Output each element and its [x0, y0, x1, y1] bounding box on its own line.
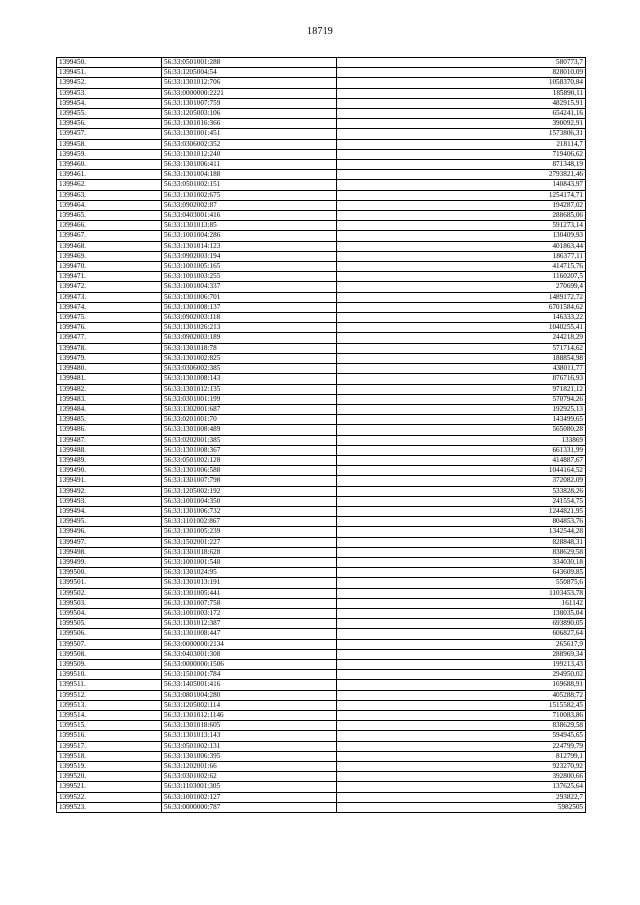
table-row: [57, 88, 586, 98]
row-number-cell: 1399496.: [57, 527, 162, 537]
cadastral-number-cell: 56:33:1001003:172: [162, 608, 337, 618]
row-number-cell: 1399518.: [57, 751, 162, 761]
row-number-cell: 1399495.: [57, 517, 162, 527]
table-row: [57, 588, 586, 598]
cadastral-number-cell: 56:33:1001004:350: [162, 496, 337, 506]
value-cell: 372082,09: [337, 476, 586, 486]
cadastral-number-cell: 56:33:1301013:191: [162, 578, 337, 588]
value-cell: 140843,97: [337, 180, 586, 190]
table-row: [57, 782, 586, 792]
cadastral-number-cell: 56:33:1301004:188: [162, 170, 337, 180]
value-cell: 137625,64: [337, 782, 586, 792]
value-cell: 812799,1: [337, 751, 586, 761]
table-row: [57, 302, 586, 312]
value-cell: 580773,7: [337, 58, 586, 68]
cadastral-number-cell: 56:33:1301008:137: [162, 302, 337, 312]
value-cell: 438011,77: [337, 364, 586, 374]
table-row: [57, 364, 586, 374]
cadastral-number-cell: 56:33:0301001:199: [162, 394, 337, 404]
table-row: [57, 466, 586, 476]
value-cell: 643609,85: [337, 568, 586, 578]
cadastral-number-cell: 56:33:1301008:447: [162, 629, 337, 639]
row-number-cell: 1399459.: [57, 149, 162, 159]
cadastral-number-cell: 56:33:1301018:605: [162, 721, 337, 731]
row-number-cell: 1399490.: [57, 466, 162, 476]
table-row: [57, 670, 586, 680]
value-cell: 710083,86: [337, 711, 586, 721]
row-number-cell: 1399499.: [57, 557, 162, 567]
row-number-cell: 1399509.: [57, 659, 162, 669]
row-number-cell: 1399454.: [57, 98, 162, 108]
row-number-cell: 1399493.: [57, 496, 162, 506]
cadastral-number-cell: 56:33:0801004:280: [162, 690, 337, 700]
table-row: [57, 415, 586, 425]
table-row: [57, 537, 586, 547]
value-cell: 244218,29: [337, 333, 586, 343]
row-number-cell: 1399487.: [57, 435, 162, 445]
table-row: [57, 231, 586, 241]
cadastral-number-cell: 56:33:0403001:308: [162, 649, 337, 659]
table-row: [57, 282, 586, 292]
table-row: [57, 557, 586, 567]
row-number-cell: 1399500.: [57, 568, 162, 578]
value-cell: 294950,02: [337, 670, 586, 680]
table-row: [57, 394, 586, 404]
value-cell: 876716,93: [337, 374, 586, 384]
cadastral-number-cell: 56:33:1001003:255: [162, 272, 337, 282]
cadastral-number-cell: 56:33:0902003:189: [162, 333, 337, 343]
table-row: [57, 98, 586, 108]
value-cell: 161142: [337, 598, 586, 608]
value-cell: 334030,18: [337, 557, 586, 567]
row-number-cell: 1399505.: [57, 619, 162, 629]
value-cell: 6701584,62: [337, 302, 586, 312]
table-row: [57, 619, 586, 629]
table-row: [57, 323, 586, 333]
cadastral-number-cell: 56:33:0403001:416: [162, 211, 337, 221]
row-number-cell: 1399503.: [57, 598, 162, 608]
cadastral-number-cell: 56:33:1301018:78: [162, 343, 337, 353]
cadastral-number-cell: 56:33:1301026:213: [162, 323, 337, 333]
row-number-cell: 1399520.: [57, 772, 162, 782]
table-row: [57, 578, 586, 588]
value-cell: 188854,98: [337, 353, 586, 363]
table-row: [57, 180, 586, 190]
value-cell: 1515582,45: [337, 700, 586, 710]
table-row: [57, 435, 586, 445]
cadastral-number-cell: 56:33:1301008:367: [162, 445, 337, 455]
row-number-cell: 1399508.: [57, 649, 162, 659]
table-row: [57, 517, 586, 527]
value-cell: 218114,7: [337, 139, 586, 149]
registry-table-body: [57, 58, 586, 813]
cadastral-number-cell: 56:33:1301007:798: [162, 476, 337, 486]
row-number-cell: 1399515.: [57, 721, 162, 731]
table-row: [57, 139, 586, 149]
cadastral-number-cell: 56:33:1301012:706: [162, 78, 337, 88]
table-row: [57, 496, 586, 506]
cadastral-number-cell: 56:33:0000000:787: [162, 802, 337, 812]
row-number-cell: 1399451.: [57, 68, 162, 78]
value-cell: 169688,91: [337, 680, 586, 690]
value-cell: 571714,62: [337, 343, 586, 353]
table-row: [57, 731, 586, 741]
row-number-cell: 1399476.: [57, 323, 162, 333]
row-number-cell: 1399467.: [57, 231, 162, 241]
value-cell: 146333,22: [337, 313, 586, 323]
table-row: [57, 190, 586, 200]
cadastral-number-cell: 56:33:1301013:85: [162, 221, 337, 231]
cadastral-number-cell: 56:33:1301002:675: [162, 190, 337, 200]
value-cell: 1573806,31: [337, 129, 586, 139]
cadastral-number-cell: 56:33:1103001:305: [162, 782, 337, 792]
value-cell: 828010,09: [337, 68, 586, 78]
value-cell: 133869: [337, 435, 586, 445]
value-cell: 194287,02: [337, 200, 586, 210]
value-cell: 199213,43: [337, 659, 586, 669]
cadastral-number-cell: 56:33:0000000:1506: [162, 659, 337, 669]
row-number-cell: 1399457.: [57, 129, 162, 139]
value-cell: 185890,11: [337, 88, 586, 98]
cadastral-number-cell: 56:33:0902003:194: [162, 251, 337, 261]
value-cell: 1254174,71: [337, 190, 586, 200]
cadastral-number-cell: 56:33:1501001:784: [162, 670, 337, 680]
cadastral-number-cell: 56:33:1301013:143: [162, 731, 337, 741]
row-number-cell: 1399450.: [57, 58, 162, 68]
value-cell: 804853,76: [337, 517, 586, 527]
value-cell: 414887,67: [337, 455, 586, 465]
cadastral-number-cell: 56:33:0301002:62: [162, 772, 337, 782]
cadastral-number-cell: 56:33:1301002:825: [162, 353, 337, 363]
row-number-cell: 1399475.: [57, 313, 162, 323]
value-cell: 719406,62: [337, 149, 586, 159]
row-number-cell: 1399485.: [57, 415, 162, 425]
row-number-cell: 1399516.: [57, 731, 162, 741]
row-number-cell: 1399521.: [57, 782, 162, 792]
row-number-cell: 1399501.: [57, 578, 162, 588]
table-row: [57, 455, 586, 465]
value-cell: 138035,04: [337, 608, 586, 618]
value-cell: 1058370,84: [337, 78, 586, 88]
table-row: [57, 792, 586, 802]
row-number-cell: 1399486.: [57, 425, 162, 435]
row-number-cell: 1399473.: [57, 292, 162, 302]
cadastral-number-cell: 56:33:1205002:114: [162, 700, 337, 710]
table-row: [57, 211, 586, 221]
table-row: [57, 425, 586, 435]
table-row: [57, 751, 586, 761]
row-number-cell: 1399477.: [57, 333, 162, 343]
table-row: [57, 78, 586, 88]
table-row: [57, 262, 586, 272]
cadastral-number-cell: 56:33:1301024:95: [162, 568, 337, 578]
table-row: [57, 160, 586, 170]
row-number-cell: 1399482.: [57, 384, 162, 394]
value-cell: 550875,6: [337, 578, 586, 588]
table-row: [57, 129, 586, 139]
table-row: [57, 700, 586, 710]
table-row: [57, 721, 586, 731]
table-row: [57, 506, 586, 516]
table-row: [57, 170, 586, 180]
cadastral-number-cell: 56:33:0902003:118: [162, 313, 337, 323]
value-cell: 390092,91: [337, 119, 586, 129]
value-cell: 838629,58: [337, 721, 586, 731]
cadastral-number-cell: 56:33:0000000:2134: [162, 639, 337, 649]
value-cell: 265617,9: [337, 639, 586, 649]
value-cell: 828848,31: [337, 537, 586, 547]
value-cell: 482915,91: [337, 98, 586, 108]
cadastral-number-cell: 56:33:1301012:135: [162, 384, 337, 394]
row-number-cell: 1399484.: [57, 404, 162, 414]
value-cell: 1160207,5: [337, 272, 586, 282]
row-number-cell: 1399478.: [57, 343, 162, 353]
table-row: [57, 333, 586, 343]
table-row: [57, 547, 586, 557]
cadastral-number-cell: 56:33:0306002:352: [162, 139, 337, 149]
value-cell: 5982505: [337, 802, 586, 812]
cadastral-number-cell: 56:33:0202001:385: [162, 435, 337, 445]
cadastral-number-cell: 56:33:1301008:143: [162, 374, 337, 384]
cadastral-number-cell: 56:33:1301012:1146: [162, 711, 337, 721]
cadastral-number-cell: 56:33:1001001:548: [162, 557, 337, 567]
value-cell: 405288,72: [337, 690, 586, 700]
row-number-cell: 1399458.: [57, 139, 162, 149]
value-cell: 1103453,78: [337, 588, 586, 598]
cadastral-number-cell: 56:33:1101002:867: [162, 517, 337, 527]
cadastral-number-cell: 56:33:1301007:758: [162, 598, 337, 608]
cadastral-number-cell: 56:33:0501002:131: [162, 741, 337, 751]
cadastral-number-cell: 56:33:1301001:451: [162, 129, 337, 139]
row-number-cell: 1399513.: [57, 700, 162, 710]
cadastral-number-cell: 56:33:0501002:128: [162, 455, 337, 465]
value-cell: 270699,4: [337, 282, 586, 292]
table-row: [57, 221, 586, 231]
value-cell: 594945,65: [337, 731, 586, 741]
value-cell: 1040255,41: [337, 323, 586, 333]
table-row: [57, 374, 586, 384]
row-number-cell: 1399502.: [57, 588, 162, 598]
cadastral-number-cell: 56:33:1301016:366: [162, 119, 337, 129]
registry-table: [56, 57, 586, 813]
table-row: [57, 608, 586, 618]
value-cell: 288685,06: [337, 211, 586, 221]
cadastral-number-cell: 56:33:1301008:489: [162, 425, 337, 435]
table-row: [57, 149, 586, 159]
cadastral-number-cell: 56:33:0201001:70: [162, 415, 337, 425]
row-number-cell: 1399461.: [57, 170, 162, 180]
value-cell: 1342544,28: [337, 527, 586, 537]
table-row: [57, 353, 586, 363]
value-cell: 1489172,72: [337, 292, 586, 302]
table-row: [57, 476, 586, 486]
cadastral-number-cell: 56:33:1205002:192: [162, 486, 337, 496]
row-number-cell: 1399480.: [57, 364, 162, 374]
cadastral-number-cell: 56:33:0306002:385: [162, 364, 337, 374]
value-cell: 838629,58: [337, 547, 586, 557]
cadastral-number-cell: 56:33:1301012:240: [162, 149, 337, 159]
value-cell: 192925,13: [337, 404, 586, 414]
value-cell: 288969,34: [337, 649, 586, 659]
row-number-cell: 1399463.: [57, 190, 162, 200]
row-number-cell: 1399471.: [57, 272, 162, 282]
row-number-cell: 1399519.: [57, 762, 162, 772]
value-cell: 654241,16: [337, 109, 586, 119]
value-cell: 414715,76: [337, 262, 586, 272]
table-row: [57, 109, 586, 119]
value-cell: 661331,99: [337, 445, 586, 455]
cadastral-number-cell: 56:33:0501001:288: [162, 58, 337, 68]
cadastral-number-cell: 56:33:1202001:66: [162, 762, 337, 772]
row-number-cell: 1399468.: [57, 241, 162, 251]
row-number-cell: 1399483.: [57, 394, 162, 404]
row-number-cell: 1399465.: [57, 211, 162, 221]
row-number-cell: 1399462.: [57, 180, 162, 190]
cadastral-number-cell: 56:33:1001004:337: [162, 282, 337, 292]
row-number-cell: 1399498.: [57, 547, 162, 557]
row-number-cell: 1399452.: [57, 78, 162, 88]
table-row: [57, 741, 586, 751]
cadastral-number-cell: 56:33:1205003:106: [162, 109, 337, 119]
cadastral-number-cell: 56:33:0501002:151: [162, 180, 337, 190]
table-row: [57, 445, 586, 455]
cadastral-number-cell: 56:33:1301006:588: [162, 466, 337, 476]
row-number-cell: 1399489.: [57, 455, 162, 465]
value-cell: 606827,64: [337, 629, 586, 639]
table-row: [57, 639, 586, 649]
table-row: [57, 404, 586, 414]
row-number-cell: 1399494.: [57, 506, 162, 516]
cadastral-number-cell: 56:33:1301018:628: [162, 547, 337, 557]
row-number-cell: 1399466.: [57, 221, 162, 231]
table-row: [57, 659, 586, 669]
value-cell: 224799,79: [337, 741, 586, 751]
table-row: [57, 598, 586, 608]
table-row: [57, 711, 586, 721]
table-row: [57, 251, 586, 261]
row-number-cell: 1399497.: [57, 537, 162, 547]
value-cell: 570794,26: [337, 394, 586, 404]
row-number-cell: 1399460.: [57, 160, 162, 170]
table-row: [57, 313, 586, 323]
table-row: [57, 200, 586, 210]
table-row: [57, 384, 586, 394]
cadastral-number-cell: 56:33:1301014:123: [162, 241, 337, 251]
table-row: [57, 343, 586, 353]
cadastral-number-cell: 56:33:1301006:395: [162, 751, 337, 761]
table-row: [57, 680, 586, 690]
value-cell: 241554,75: [337, 496, 586, 506]
table-row: [57, 272, 586, 282]
cadastral-number-cell: 56:33:1301006:411: [162, 160, 337, 170]
row-number-cell: 1399507.: [57, 639, 162, 649]
row-number-cell: 1399504.: [57, 608, 162, 618]
table-row: [57, 802, 586, 812]
value-cell: 2793821,46: [337, 170, 586, 180]
value-cell: 533828,26: [337, 486, 586, 496]
value-cell: 186377,11: [337, 251, 586, 261]
row-number-cell: 1399479.: [57, 353, 162, 363]
value-cell: 130409,93: [337, 231, 586, 241]
table-row: [57, 119, 586, 129]
cadastral-number-cell: 56:33:1405001:416: [162, 680, 337, 690]
table-row: [57, 629, 586, 639]
cadastral-number-cell: 56:33:1301005:239: [162, 527, 337, 537]
cadastral-number-cell: 56:33:1502001:227: [162, 537, 337, 547]
value-cell: 293822,7: [337, 792, 586, 802]
table-row: [57, 58, 586, 68]
value-cell: 565080,28: [337, 425, 586, 435]
row-number-cell: 1399481.: [57, 374, 162, 384]
row-number-cell: 1399511.: [57, 680, 162, 690]
row-number-cell: 1399455.: [57, 109, 162, 119]
table-row: [57, 527, 586, 537]
value-cell: 923270,92: [337, 762, 586, 772]
table-row: [57, 486, 586, 496]
row-number-cell: 1399470.: [57, 262, 162, 272]
value-cell: 143499,65: [337, 415, 586, 425]
table-row: [57, 772, 586, 782]
value-cell: 392800,66: [337, 772, 586, 782]
table-row: [57, 292, 586, 302]
row-number-cell: 1399472.: [57, 282, 162, 292]
row-number-cell: 1399512.: [57, 690, 162, 700]
row-number-cell: 1399522.: [57, 792, 162, 802]
cadastral-number-cell: 56:33:1301005:441: [162, 588, 337, 598]
value-cell: 871348,19: [337, 160, 586, 170]
row-number-cell: 1399517.: [57, 741, 162, 751]
row-number-cell: 1399474.: [57, 302, 162, 312]
row-number-cell: 1399506.: [57, 629, 162, 639]
cadastral-number-cell: 56:33:1001004:286: [162, 231, 337, 241]
cadastral-number-cell: 56:33:1001005:165: [162, 262, 337, 272]
table-row: [57, 241, 586, 251]
row-number-cell: 1399469.: [57, 251, 162, 261]
cadastral-number-cell: 56:33:1205004:54: [162, 68, 337, 78]
cadastral-number-cell: 56:33:0000000:2221: [162, 88, 337, 98]
value-cell: 971821,12: [337, 384, 586, 394]
cadastral-number-cell: 56:33:1301006:701: [162, 292, 337, 302]
row-number-cell: 1399456.: [57, 119, 162, 129]
row-number-cell: 1399523.: [57, 802, 162, 812]
cadastral-number-cell: 56:33:1302001:687: [162, 404, 337, 414]
cadastral-number-cell: 56:33:0902002:87: [162, 200, 337, 210]
row-number-cell: 1399464.: [57, 200, 162, 210]
cadastral-number-cell: 56:33:1301007:759: [162, 98, 337, 108]
table-row: [57, 649, 586, 659]
table-row: [57, 762, 586, 772]
table-row: [57, 690, 586, 700]
page-number: 18719: [307, 26, 333, 37]
row-number-cell: 1399514.: [57, 711, 162, 721]
row-number-cell: 1399492.: [57, 486, 162, 496]
value-cell: 693890,05: [337, 619, 586, 629]
value-cell: 1244821,95: [337, 506, 586, 516]
cadastral-number-cell: 56:33:1001002:127: [162, 792, 337, 802]
row-number-cell: 1399453.: [57, 88, 162, 98]
table-row: [57, 568, 586, 578]
value-cell: 591273,14: [337, 221, 586, 231]
row-number-cell: 1399510.: [57, 670, 162, 680]
row-number-cell: 1399491.: [57, 476, 162, 486]
cadastral-number-cell: 56:33:1301012:387: [162, 619, 337, 629]
value-cell: 1044164,52: [337, 466, 586, 476]
row-number-cell: 1399488.: [57, 445, 162, 455]
table-row: [57, 68, 586, 78]
cadastral-number-cell: 56:33:1301006:732: [162, 506, 337, 516]
value-cell: 401863,44: [337, 241, 586, 251]
